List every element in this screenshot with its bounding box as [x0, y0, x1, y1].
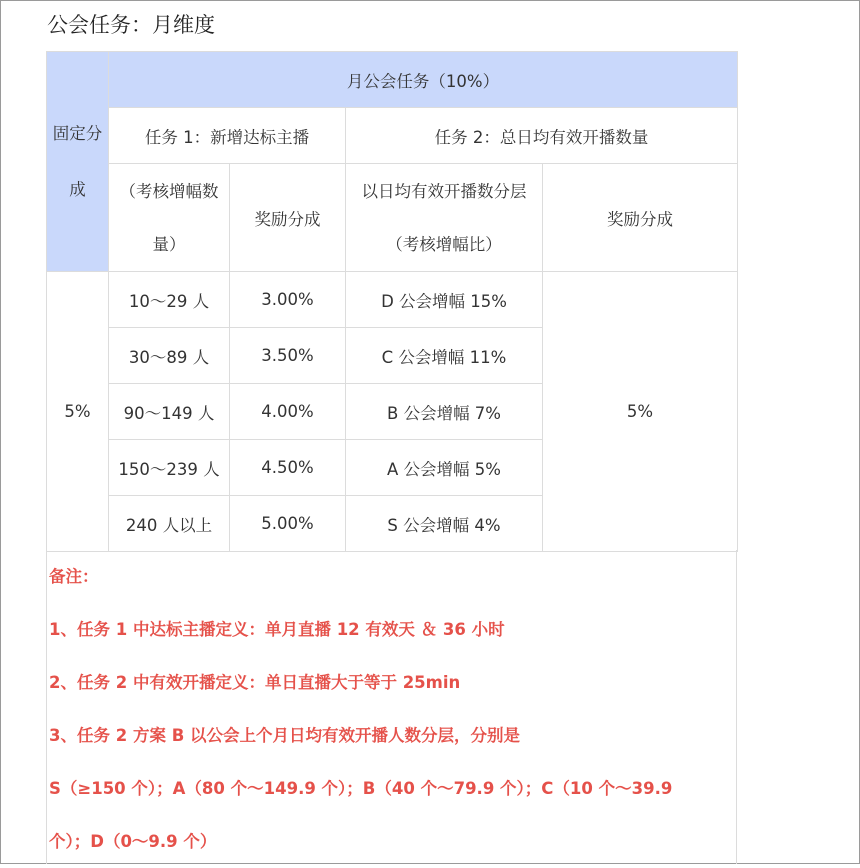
task1-header: 任务 1：新增达标主播: [109, 108, 346, 164]
note-line: 个）；D（0～9.9 个）: [49, 832, 217, 851]
task2-col2-header: 奖励分成: [543, 164, 738, 272]
notes-section: [46, 550, 737, 864]
monthly-task-header: 月公会任务（10%）: [109, 52, 738, 108]
note-line: S（≥150 个）；A（80 个～149.9 个）；B（40 个～79.9 个）；C（10 个～39.9: [49, 779, 673, 798]
table-row: [47, 52, 738, 108]
guild-task-table: [46, 51, 738, 552]
reward-cell: 5.00%: [230, 496, 346, 552]
range-cell: 150～239 人: [109, 440, 230, 496]
range-cell: 240 人以上: [109, 496, 230, 552]
task1-col1-header: （考核增幅数量）: [109, 164, 230, 272]
tier-cell: A 公会增幅 5%: [346, 440, 543, 496]
task2-col1-header: 以日均有效开播数分层 （考核增幅比）: [346, 164, 543, 272]
task1-col2-header: 奖励分成: [230, 164, 346, 272]
range-cell: 90～149 人: [109, 384, 230, 440]
range-cell: 30～89 人: [109, 328, 230, 384]
table-row: [47, 164, 738, 272]
note-line: 2、任务 2 中有效开播定义：单日直播大于等于 25min: [49, 673, 461, 692]
note-line: 3、任务 2 方案 B 以公会上个月日均有效开播人数分层，分别是: [49, 726, 521, 745]
tier-cell: C 公会增幅 11%: [346, 328, 543, 384]
fixed-share-value: 5%: [47, 272, 109, 552]
reward-cell: 3.50%: [230, 328, 346, 384]
task2-reward-value: 5%: [543, 272, 738, 552]
reward-cell: 4.00%: [230, 384, 346, 440]
page-title: 公会任务：月维度: [47, 13, 215, 37]
notes-title: 备注：: [49, 567, 99, 586]
range-cell: 10～29 人: [109, 272, 230, 328]
fixed-share-header: 固定分成: [47, 52, 109, 272]
note-line: 1、任务 1 中达标主播定义：单月直播 12 有效天 ＆ 36 小时: [49, 620, 505, 639]
task2-header: 任务 2：总日均有效开播数量: [346, 108, 738, 164]
table-row: [47, 108, 738, 164]
reward-cell: 3.00%: [230, 272, 346, 328]
tier-cell: B 公会增幅 7%: [346, 384, 543, 440]
tier-cell: S 公会增幅 4%: [346, 496, 543, 552]
table-row: [47, 272, 738, 328]
reward-cell: 4.50%: [230, 440, 346, 496]
tier-cell: D 公会增幅 15%: [346, 272, 543, 328]
